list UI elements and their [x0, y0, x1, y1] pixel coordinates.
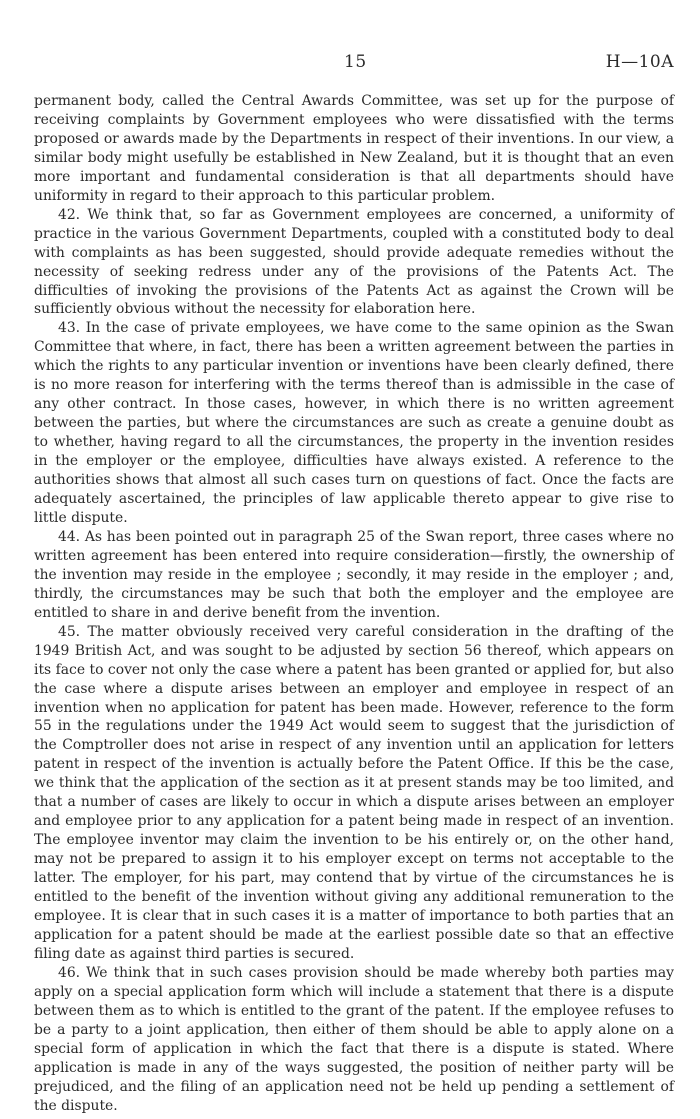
paragraph-43	[34, 319, 674, 527]
paragraph-46	[34, 964, 674, 1116]
document-reference: H—10A	[605, 52, 674, 72]
paragraph-number: 44.	[58, 528, 81, 545]
paragraph-44	[34, 528, 674, 623]
document-page	[34, 52, 674, 1115]
paragraph-number: 42.	[58, 206, 81, 223]
paragraph-number: 45.	[58, 623, 81, 640]
page-number: 15	[344, 52, 367, 72]
paragraph-text: We think that in such cases provision should be made whereby both parties may apply on a special application form which will include a statement that there is a dispute between them as to which is entitled to the grant of the patent. If the employee refuses to be a party to a joint application, then either of them should be able to apply alone on a special form of application in which the fact that there is a dispute is stated. Where application is made in any of the ways suggested, the position of neither party will be prejudiced, and the filing of an application need not be held up pending a settlement of the dispute.	[34, 964, 675, 1114]
paragraph-text: permanent body, called the Central Awards Committee, was set up for the purpose of receiving complaints by Government employees who were dissatisfied with the terms proposed or awards made by the Departments in respect of their inventions. In our view, a similar body might usefully be established in New Zealand, but it is thought that an even more important and fundamental consideration is that all departments should have uniformity in regard to their approach to this particular problem.	[34, 93, 674, 204]
paragraph-45	[34, 623, 674, 964]
paragraph-text: As has been pointed out in paragraph 25 of the Swan report, three cases where no written agreement has been entered into require consideration—firstly, the ownership of the invention may reside in the employee ; secondly, it may reside in the employer ; and, thirdly, the circumstances may be such that both the employer and the employee are entitled to share in and derive benefit from the invention.	[34, 528, 674, 621]
paragraph-number: 43.	[58, 320, 81, 337]
paragraph-continued	[34, 92, 674, 206]
paragraph-text: We think that, so far as Government employees are concerned, a uniformity of practice in the various Government Departments, coupled with a constituted body to deal with complaints as has been suggested, should provide adequate remedies without the necessity of seeking redress under any of the provisions of the Patents Act. The difficulties of invoking the provisions of the Patents Act as against the Crown will be sufficiently obvious without the necessity for elaboration here.	[34, 206, 674, 318]
paragraph-42	[34, 206, 674, 320]
page-header	[34, 52, 674, 78]
paragraph-text: The matter obviously received very careful consideration in the drafting of the 1949 British Act, and was sought to be adjusted by section 56 thereof, which appears on its face to cover not only the case where a patent has been granted or applied for, but also the case where a dispute arises between an employer and employee in respect of an invention when no application for patent has been made. However, reference to the form 55 in the regulations under the 1949 Act would seem to suggest that the jurisdiction of the Comptroller does not arise in respect of any invention until an application for letters patent in respect of the invention is actually before the Patent Office. If this be the case, we think that the application of the section as it at present stands may be too limited, and that a number of cases are likely to occur in which a dispute arises between an employer and employee prior to any application for a patent being made in respect of an invention. The employee inventor may claim the invention to be his entirely or, on the other hand, may not be prepared to assign it to his employer except on terms not acceptable to the latter. The employer, for his part, may contend that by virtue of the circumstances he is entitled to the benefit of the invention without giving any additional remuneration to the employee. It is clear that in such cases it is a matter of importance to both parties that an application for a patent should be made at the earliest possible date so that an effective filing date as against third parties is secured.	[34, 623, 674, 962]
paragraph-number: 46.	[58, 964, 81, 981]
body-text	[34, 92, 674, 1115]
paragraph-text: In the case of private employees, we have come to the same opinion as the Swan Committee that where, in fact, there has been a written agreement between the parties in which the rights to any particular invention or inventions have been clearly defined, there is no more reason for interfering with the terms thereof than is admissible in the case of any other contract. In those cases, however, in which there is no written agreement between the parties, but where the circumstances are such as create a genuine doubt as to whether, having regard to all the circumstances, the property in the invention resides in the employer or the employee, difficulties have always existed. A reference to the authorities shows that almost all such cases turn on questions of fact. Once the facts are adequately ascertained, the principles of law applicable thereto appear to give rise to little dispute.	[34, 320, 674, 526]
